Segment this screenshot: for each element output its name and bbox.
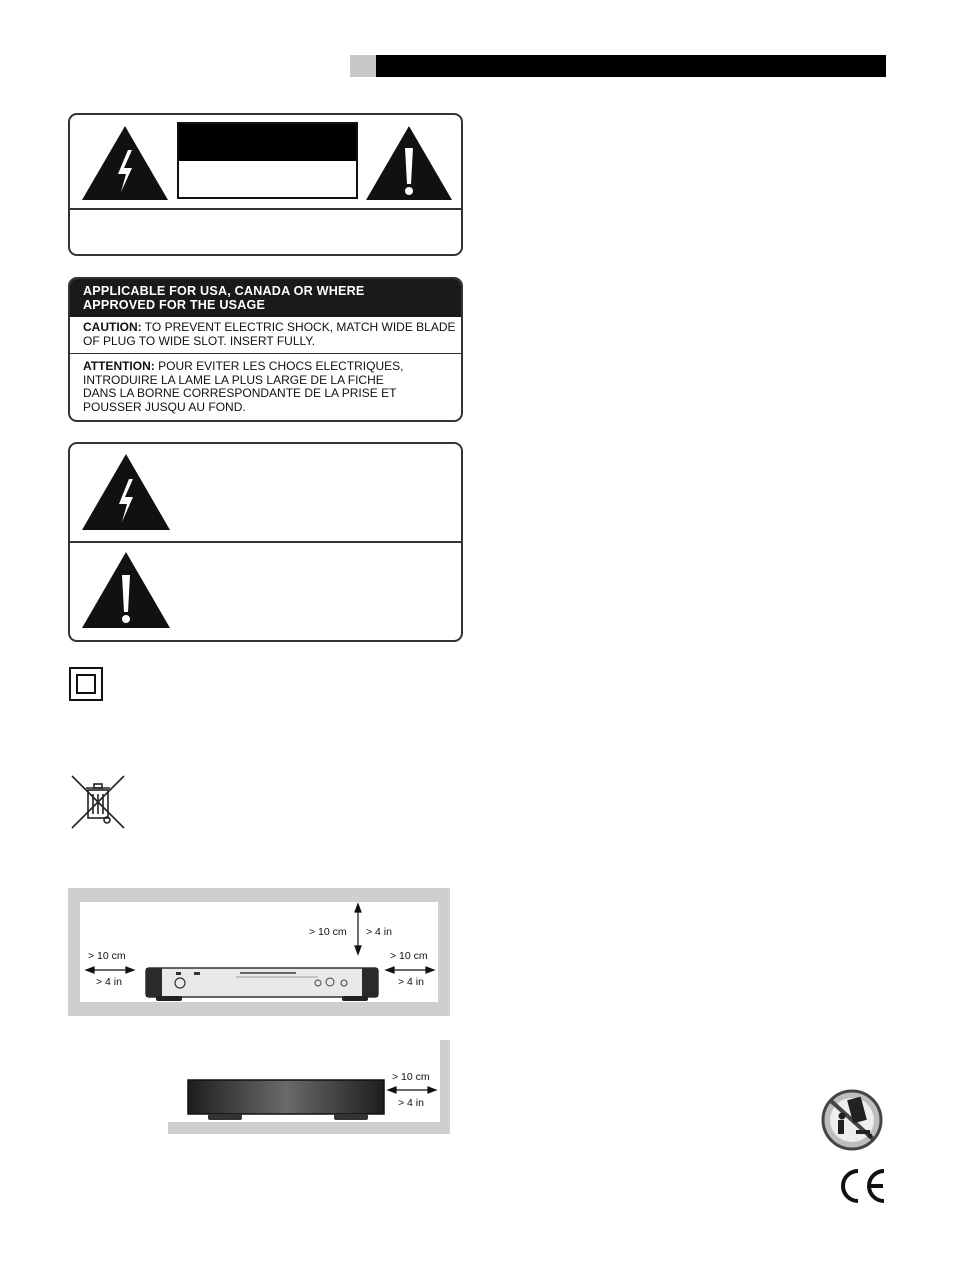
attention-line3: DANS LA BORNE CORRESPONDANTE DE LA PRISE ET <box>83 386 397 401</box>
exclamation-triangle-icon <box>364 124 454 202</box>
crossed-bin-icon <box>69 774 127 830</box>
left-clearance-in: > 4 in <box>96 976 122 988</box>
right-clearance-cm: > 10 cm <box>390 950 428 962</box>
plug-notice-heading <box>83 284 453 312</box>
attention-text <box>83 360 459 414</box>
attention-label: ATTENTION: <box>83 359 155 373</box>
attention-line2: INTRODUIRE LA LAME LA PLUS LARGE DE LA FICHE <box>83 372 384 387</box>
shock-warning-divider <box>70 208 461 210</box>
left-clearance-cm: > 10 cm <box>88 950 126 962</box>
top-clearance-in: > 4 in <box>366 926 392 938</box>
attention-line4: POUSSER JUSQU AU FOND. <box>83 399 246 414</box>
header-gray-tab <box>350 55 376 77</box>
double-insulation-inner-square <box>76 674 96 694</box>
caution-label: CAUTION: <box>83 320 142 334</box>
exclamation-triangle-icon <box>80 550 172 630</box>
front-clearance-diagram <box>68 888 450 1016</box>
plug-notice-heading-line1: APPLICABLE FOR USA, CANADA OR WHERE <box>83 284 365 298</box>
right-clearance-in: > 4 in <box>398 976 424 988</box>
rear-clearance-frame <box>168 1040 450 1134</box>
caution-text <box>83 321 459 348</box>
ce-mark-icon <box>834 1166 888 1206</box>
caution-line2: OF PLUG TO WIDE SLOT. INSERT FULLY. <box>83 333 316 348</box>
caution-plate-header <box>179 124 356 161</box>
lightning-triangle-icon <box>80 452 172 532</box>
caution-line1: TO PREVENT ELECTRIC SHOCK, MATCH WIDE BLADE <box>141 320 456 334</box>
top-clearance-cm: > 10 cm <box>309 926 347 938</box>
rear-clearance-in: > 4 in <box>398 1097 424 1109</box>
rear-clearance-diagram <box>168 1040 450 1134</box>
symbol-box-divider <box>70 541 461 543</box>
plug-notice-divider <box>70 353 461 354</box>
rear-clearance-cm: > 10 cm <box>392 1071 430 1083</box>
lightning-triangle-icon <box>80 124 170 202</box>
no-cart-icon <box>818 1088 886 1152</box>
attention-line1: POUR EVITER LES CHOCS ELECTRIQUES, <box>154 359 404 373</box>
header-black-bar <box>376 55 886 77</box>
plug-notice-heading-line2: APPROVED FOR THE USAGE <box>83 298 266 312</box>
